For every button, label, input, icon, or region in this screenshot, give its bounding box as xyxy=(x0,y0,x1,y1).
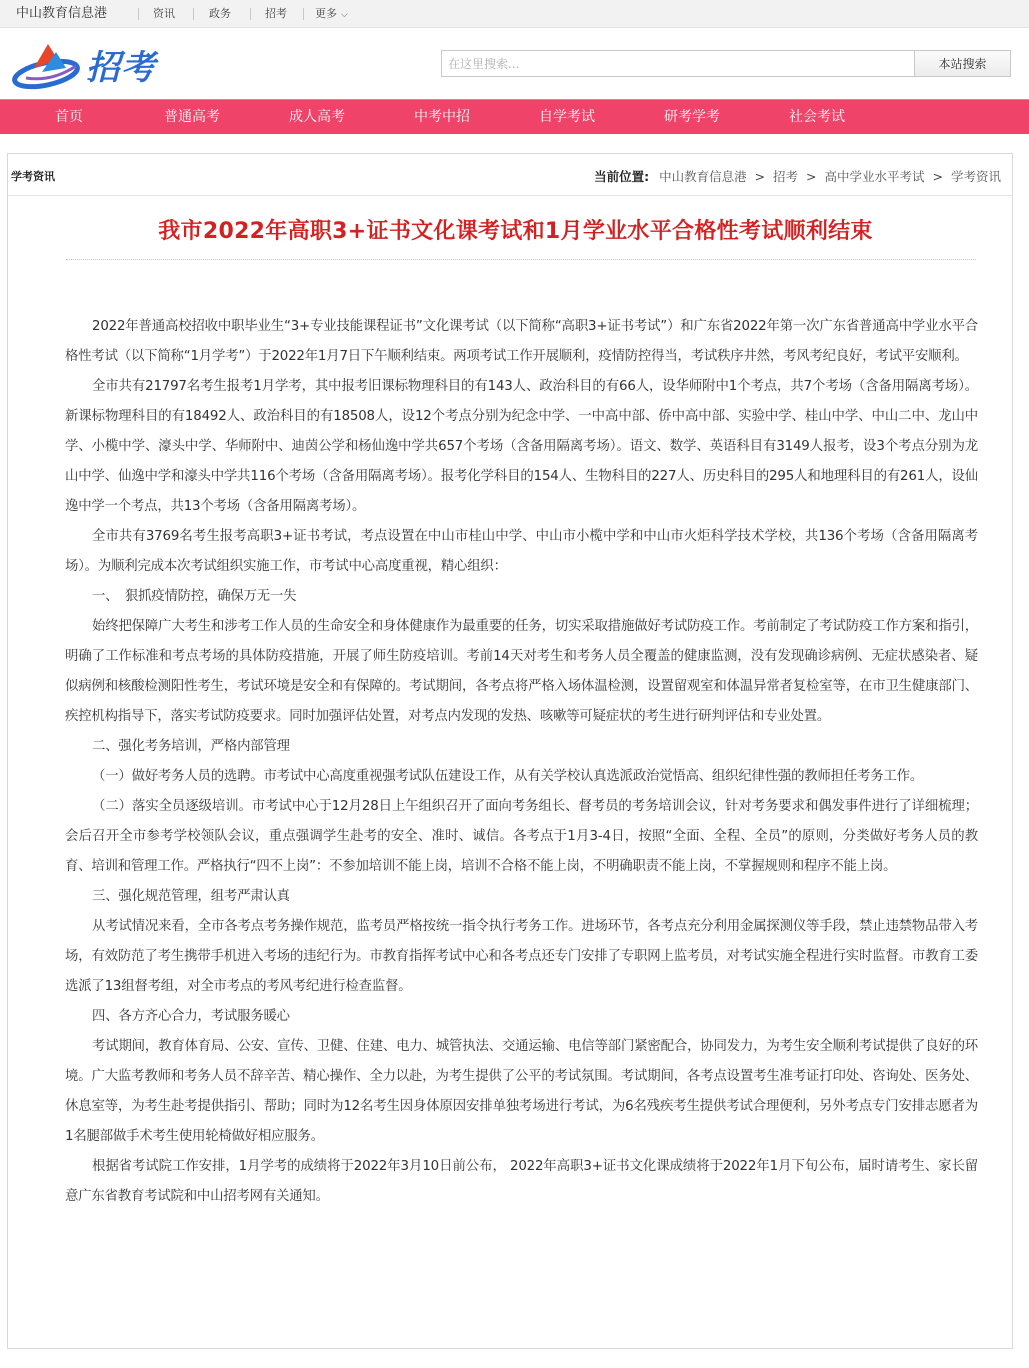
main-nav xyxy=(0,99,1029,134)
breadcrumb-separator: > xyxy=(806,169,817,184)
section-heading: 三、强化规范管理，组考严肃认真 xyxy=(92,889,290,904)
site-search-button[interactable]: 本站搜索 xyxy=(914,50,1011,77)
toplink-more[interactable] xyxy=(315,7,348,22)
breadcrumb-label: 当前位置: xyxy=(594,169,650,184)
nav-item-adult-exam[interactable]: 成人高考 xyxy=(289,109,345,125)
breadcrumb-separator: > xyxy=(932,169,943,184)
divider xyxy=(250,8,251,20)
divider xyxy=(193,8,194,20)
site-logo[interactable] xyxy=(12,36,162,94)
paragraph: 根据省考试院工作安排，1月学考的成绩将于2022年3月10日前公布， 2022年高职3+证书文化课成绩将于2022年1月下旬公布，届时请考生、家长留意广东省教育考试院和中山招考网有关通知。 xyxy=(65,1159,978,1204)
breadcrumb-item-proficiency-test[interactable]: 高中学业水平考试 xyxy=(824,169,925,184)
search-input[interactable] xyxy=(441,50,915,77)
article-body xyxy=(65,312,978,1212)
toplink-exams[interactable]: 招考 xyxy=(265,7,287,20)
section-title: 学考资讯 xyxy=(11,170,55,183)
logo-text: 招考 xyxy=(86,48,156,88)
nav-item-social-exam[interactable]: 社会考试 xyxy=(789,109,845,125)
chevron-down-icon: ⌵ xyxy=(341,10,348,20)
top-bar xyxy=(0,0,1029,28)
breadcrumb-bar xyxy=(8,154,1012,196)
paragraph: 全市共有21797名考生报考1月学考，其中报考旧课标物理科目的有143人、政治科目的有66人，设华师附中1个考点，共7个考场（含备用隔离考场）。新课标物理科目的有18492人、政治科目的有18508人，设12个考点分别为纪念中学、一中高中部、侨中高中部、实验中学、桂山中学、中山二中、龙山中学、小榄中学、濠头中学、华师附中、迪茵公学和杨仙逸中学共657个考场（含备用隔离考场）。语文、数学、英语科目有3149人报考，设3个考点分别为龙山中学、仙逸中学和濠头中学共116个考场（含备用隔离考场）。报考化学科目的154人、生物科目的227人、历史科目的295人和地理科目的有261人，设仙逸中学一个考点，共13个考场（含备用隔离考场）。 xyxy=(65,379,978,514)
paragraph: 考试期间，教育体育局、公安、宣传、卫健、住建、电力、城管执法、交通运输、电信等部门紧密配合，协同发力，为考生安全顺利考试提供了良好的环境。广大监考教师和考务人员不辞辛苦、精心操作、全力以赴，为考生提供了公平的考试氛围。考试期间，各考点设置考生准考证打印处、咨询处、医务处、休息室等，为考生赴考提供指引、帮助；同时为12名考生因身体原因安排单独考场进行考试，为6名残疾考生提供考试合理便利，另外考点专门安排志愿者为1名腿部做手术考生使用轮椅做好相应服务。 xyxy=(65,1039,978,1144)
toplink-government[interactable]: 政务 xyxy=(209,7,231,20)
breadcrumb xyxy=(594,167,1001,185)
divider xyxy=(138,8,139,20)
paragraph: 2022年普通高校招收中职毕业生“3+专业技能课程证书”文化课考试（以下简称“高职3+证书考试”）和广东省2022年第一次广东省普通高中学业水平合格性考试（以下简称“1月学考”）于2022年1月7日下午顺利结束。两项考试工作开展顺利，疫情防控得当，考试秩序井然，考风考纪良好，考试平安顺利。 xyxy=(65,319,978,364)
section-heading: 一、 狠抓疫情防控，确保万无一失 xyxy=(92,589,297,604)
nav-item-zhongkao[interactable]: 中考中招 xyxy=(414,109,470,125)
breadcrumb-separator: > xyxy=(754,169,766,184)
breadcrumb-item-home[interactable]: 中山教育信息港 xyxy=(659,169,747,184)
site-name-link[interactable]: 中山教育信息港 xyxy=(16,6,108,21)
toplink-more-label: 更多 xyxy=(315,7,337,20)
paragraph: 始终把保障广大考生和涉考工作人员的生命安全和身体健康作为最重要的任务，切实采取措施做好考试防疫工作。考前制定了考试防疫工作方案和指引，明确了工作标准和考点考场的具体防疫措施，开展了师生防疫培训。考前14天对考生和考务人员全覆盖的健康监测，没有发现确诊病例、无症状感染者、疑似病例和核酸检测阳性考生，考试环境是安全和有保障的。考试期间，各考点将严格入场体温检测，设置留观室和体温异常者复检室等，在市卫生健康部门、疾控机构指导下，落实考试防疫要求。同时加强评估处置，对考点内发现的发热、咳嗽等可疑症状的考生进行研判评估和专业处置。 xyxy=(65,619,978,724)
paragraph: 从考试情况来看，全市各考点考务操作规范，监考员严格按统一指令执行考务工作。进场环节，各考点充分利用金属探测仪等手段，禁止违禁物品带入考场，有效防范了考生携带手机进入考场的违纪行为。市教育指挥考试中心和各考点还专门安排了专职网上监考员，对考试实施全程进行实时监督。市教育工委选派了13组督考组，对全市考点的考风考纪进行检查监督。 xyxy=(65,919,978,994)
nav-item-postgrad-exam[interactable]: 研考学考 xyxy=(664,109,720,125)
paragraph: （一）做好考务人员的选聘。市考试中心高度重视强考试队伍建设工作，从有关学校认真选派政治觉悟高、组织纪律性强的教师担任考务工作。 xyxy=(92,769,924,784)
article-title: 我市2022年高职3+证书文化课考试和1月学业水平合格性考试顺利结束 xyxy=(158,219,873,244)
nav-item-gaokao[interactable]: 普通高考 xyxy=(164,109,220,125)
swoosh-logo-icon xyxy=(12,38,84,94)
nav-item-home[interactable]: 首页 xyxy=(55,109,83,125)
title-divider xyxy=(66,259,976,260)
nav-item-self-study-exam[interactable]: 自学考试 xyxy=(539,109,595,125)
toplink-news[interactable]: 资讯 xyxy=(153,7,175,20)
section-heading: 二、强化考务培训，严格内部管理 xyxy=(92,739,290,754)
divider xyxy=(303,8,304,20)
content-frame xyxy=(7,153,1013,1349)
section-heading: 四、各方齐心合力，考试服务暖心 xyxy=(92,1009,290,1024)
breadcrumb-item-current[interactable]: 学考资讯 xyxy=(950,169,1001,184)
paragraph: 全市共有3769名考生报考高职3+证书考试，考点设置在中山市桂山中学、中山市小榄中学和中山市火炬科学技术学校，共136个考场（含备用隔离考场）。为顺利完成本次考试组织实施工作，市考试中心高度重视，精心组织： xyxy=(65,529,978,574)
breadcrumb-item-exams[interactable]: 招考 xyxy=(773,169,799,184)
paragraph: （二）落实全员逐级培训。市考试中心于12月28日上午组织召开了面向考务组长、督考员的考务培训会议，针对考务要求和偶发事件进行了详细梳理；会后召开全市参考学校领队会议，重点强调学生赴考的安全、准时、诚信。各考点于1月3-4日，按照“全面、全程、全员”的原则，分类做好考务人员的教育、培训和管理工作。严格执行“四不上岗”：不参加培训不能上岗，培训不合格不能上岗，不明确职责不能上岗，不掌握规则和程序不能上岗。 xyxy=(65,799,978,874)
